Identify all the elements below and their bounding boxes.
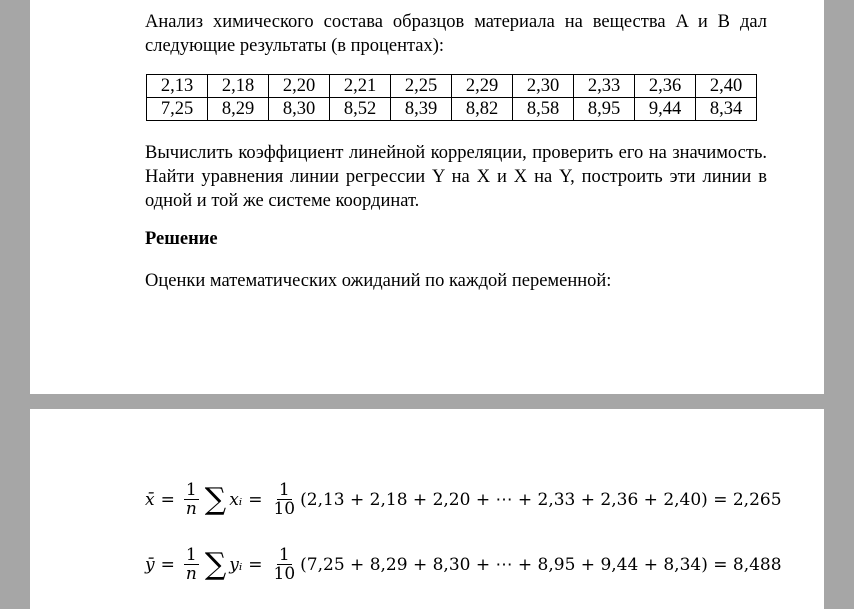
table-cell: 8,52 [330,98,391,121]
formula-mean-y: ȳ = $\frac{1}{n}$ ∑ yᵢ = $\frac{1}{10}$ (7,25 + 8,29 + 8,30 + ⋯ + 8,95 + 9,44 + 8,34) = 8,488 [145,545,782,584]
fraction-numerator: 1 [185,480,197,500]
table-row-y [147,98,757,121]
formula-term: yᵢ [229,554,243,575]
table-cell: 2,30 [513,75,574,98]
solution-heading: Решение [145,229,218,249]
document-page-2 [30,409,824,609]
fraction-denominator: 10 [273,564,296,584]
fraction-denominator: n [185,564,197,584]
task-line-1: Вычислить коэффициент линейной корреляции, проверить его на значимость. [145,143,767,163]
fraction-denominator: n [185,499,197,519]
table-cell: 2,21 [330,75,391,98]
fraction [184,481,199,518]
document-page-1 [30,0,824,394]
fraction-denominator: 10 [273,499,296,519]
fraction-numerator: 1 [278,545,290,565]
task-line-3: одной и той же системе координат. [145,191,420,211]
fraction [271,481,297,518]
table-cell: 2,29 [452,75,513,98]
table-cell: 8,34 [696,98,757,121]
sum-icon: ∑ [204,546,227,582]
table-cell: 2,25 [391,75,452,98]
formula-lhs: x̄ [145,489,155,510]
estimates-line: Оценки математических ожиданий по каждой переменной: [145,271,612,291]
table-cell: 8,29 [208,98,269,121]
table-cell: 7,25 [147,98,208,121]
problem-line-1: Анализ химического состава образцов материала на вещества A и B дал [145,12,767,32]
problem-line-2: следующие результаты (в процентах): [145,36,445,56]
fraction-numerator: 1 [185,545,197,565]
table-cell: 8,30 [269,98,330,121]
task-line-2: Найти уравнения линии регрессии Y на X и X на Y, построить эти линии в [145,167,767,187]
task-statement [145,141,767,213]
fraction [272,546,298,583]
table-row-x [147,75,757,98]
table-cell: 2,13 [147,75,208,98]
problem-statement [145,10,767,58]
table-cell: 8,95 [574,98,635,121]
table-cell: 2,20 [269,75,330,98]
table-cell: 8,58 [513,98,574,121]
table-cell: 8,82 [452,98,513,121]
formula-lhs: ȳ [145,554,155,575]
composition-table [146,74,757,121]
table-cell: 2,36 [635,75,696,98]
sum-icon: ∑ [204,481,227,517]
fraction-numerator: 1 [278,480,290,500]
table-cell: 8,39 [391,98,452,121]
estimates-text [145,269,767,293]
formula-mean-x: x̄ = $\frac{1}{n}$ ∑ xᵢ = $\frac{1}{10}$ (2,13 + 2,18 + 2,20 + ⋯ + 2,33 + 2,36 + 2,40) = 2,265 [145,480,782,519]
formula-expression: (7,25 + 8,29 + 8,30 + ⋯ + 8,95 + 9,44 + 8,34) = 8,488 [300,554,782,575]
table-cell: 2,18 [208,75,269,98]
table-cell: 9,44 [635,98,696,121]
formula-term: xᵢ [229,489,243,510]
fraction [184,546,199,583]
table-cell: 2,40 [696,75,757,98]
formula-expression: (2,13 + 2,18 + 2,20 + ⋯ + 2,33 + 2,36 + 2,40) = 2,265 [300,489,782,510]
table-cell: 2,33 [574,75,635,98]
